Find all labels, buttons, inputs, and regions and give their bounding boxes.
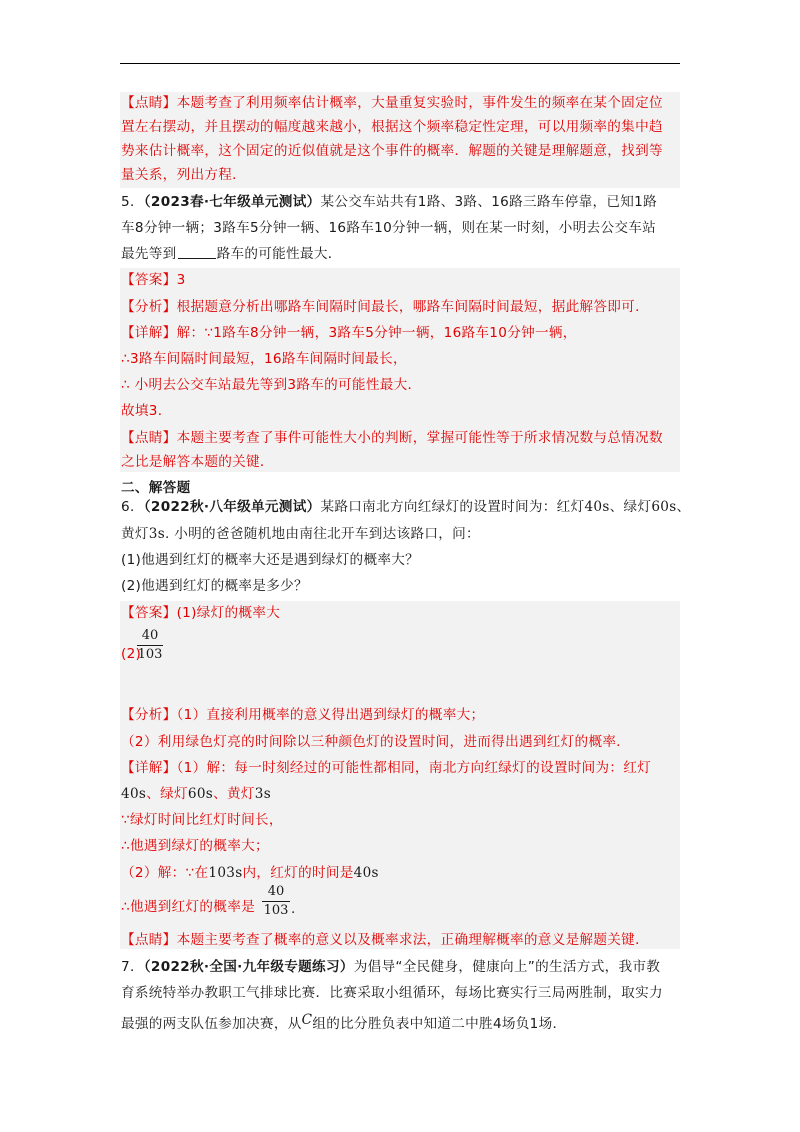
q6-answer-2-fraction: 40 103 bbox=[137, 628, 163, 662]
q5-answer: 【答案】3 bbox=[121, 272, 186, 288]
q6-answer-1: 【答案】(1)绿灯的概率大 bbox=[121, 605, 281, 621]
q7-stem-line-1: 7．（2022秋·全国·九年级专题练习）为倡导“全民健身，健康向上”的生活方式，我市教 bbox=[121, 959, 661, 975]
q6-subquestion-1: (1)他遇到红灯的概率大还是遇到绿灯的概率大？ bbox=[121, 552, 420, 568]
q5-detail-line-1: 【详解】解：∵1路车8分钟一辆，3路车5分钟一辆，16路车10分钟一辆， bbox=[121, 325, 577, 341]
q5-analysis: 【分析】根据题意分析出哪路车间隔时间最长，哪路车间隔时间最短，据此解答即可． bbox=[121, 299, 649, 315]
q7-source: （2022秋·全国·九年级专题练习） bbox=[143, 959, 354, 975]
group-c-variable: C bbox=[301, 1012, 313, 1028]
q5-stem-line-1 bbox=[121, 193, 657, 211]
q5-stem-line-2: 车8分钟一辆；3路车5分钟一辆、16路车10分钟一辆，则在某一时刻，小明去公交车站 bbox=[121, 220, 657, 236]
q6-detail-fraction: 40 103 bbox=[263, 884, 289, 918]
q6-analysis-line-1: 【分析】（1）直接利用概率的意义得出遇到绿灯的概率大； bbox=[121, 707, 485, 723]
header-rule bbox=[120, 63, 680, 64]
q4-point-line-4: 量关系，列出方程． bbox=[121, 167, 247, 183]
q6-detail-line-4: ∴他遇到绿灯的概率大； bbox=[121, 838, 269, 854]
answer-blank bbox=[178, 245, 216, 259]
q7-stem-line-3: 最强的两支队伍参加决赛，从C组的比分胜负表中知道二中胜4场负1场． bbox=[121, 1012, 567, 1032]
q6-detail-line-6: ∴他遇到红灯的概率是 bbox=[121, 899, 255, 915]
q6-stem-line-2: 黄灯3s. 小明的爸爸随机地由南往北开车到达该路口，问： bbox=[121, 526, 480, 542]
q6-answer-2-prefix: (2) bbox=[121, 646, 142, 662]
q6-source: （2022秋·八年级单元测试） bbox=[143, 499, 321, 515]
q5-detail-line-4: 故填3． bbox=[121, 403, 172, 419]
q6-analysis-line-2: （2）利用绿色灯亮的时间除以三种颜色灯的设置时间，进而得出遇到红灯的概率． bbox=[121, 734, 631, 750]
q6-subquestion-2: (2)他遇到红灯的概率是多少？ bbox=[121, 578, 308, 594]
q6-detail-line-1: 【详解】（1）解：每一时刻经过的可能性都相同，南北方向红绿灯的设置时间为：红灯 bbox=[121, 760, 652, 776]
q6-detail-line-2: 40s、绿灯60s、黄灯3s bbox=[121, 786, 271, 802]
section-heading: 二、解答题 bbox=[121, 480, 191, 496]
q5-point-line-2: 之比是解答本题的关键． bbox=[121, 454, 274, 470]
q5-point-line-1: 【点睛】本题主要考查了事件可能性大小的判断，掌握可能性等于所求情况数与总情况数 bbox=[121, 430, 663, 446]
q5-stem-line-3: 最先等到 路车的可能性最大． bbox=[121, 246, 342, 262]
q4-point-line-3: 势来估计概率，这个固定的近似值就是这个事件的概率．解题的关键是理解题意，找到等 bbox=[121, 143, 663, 159]
q6-detail-line-5: （2）解：∵在103s内，红灯的时间是40s bbox=[121, 865, 379, 881]
q6-detail-period: . bbox=[291, 901, 296, 917]
q5-number: 5． bbox=[121, 194, 144, 210]
q6-stem-line-1: 6．（2022秋·八年级单元测试）某路口南北方向红绿灯的设置时间为：红灯40s、绿灯60s、 bbox=[121, 499, 691, 515]
q7-stem-line-2: 育系统特举办教职工气排球比赛．比赛采取小组循环，每场比赛实行三局两胜制，取实力 bbox=[121, 985, 663, 1001]
q5-detail-line-2: ∴3路车间隔时间最短，16路车间隔时间最长， bbox=[121, 351, 407, 367]
q6-detail-line-3: ∵绿灯时间比红灯时间长， bbox=[121, 812, 283, 828]
q5-stem-text: 某公交车站共有1路、3路、16路三路车停靠，已知1路 bbox=[320, 194, 657, 210]
q5-detail-line-3: ∴ 小明去公交车站最先等到3路车的可能性最大． bbox=[121, 377, 422, 393]
q6-point: 【点睛】本题主要考查了概率的意义以及概率求法，正确理解概率的意义是解题关键． bbox=[121, 932, 649, 948]
q4-point-line-2: 置左右摆动，并且摆动的幅度越来越小，根据这个频率稳定性定理，可以用频率的集中趋 bbox=[121, 119, 663, 135]
q4-point-line-1: 【点睛】本题考查了利用频率估计概率，大量重复实验时，事件发生的频率在某个固定位 bbox=[121, 95, 663, 111]
q5-source: （2023春·七年级单元测试） bbox=[143, 194, 321, 210]
